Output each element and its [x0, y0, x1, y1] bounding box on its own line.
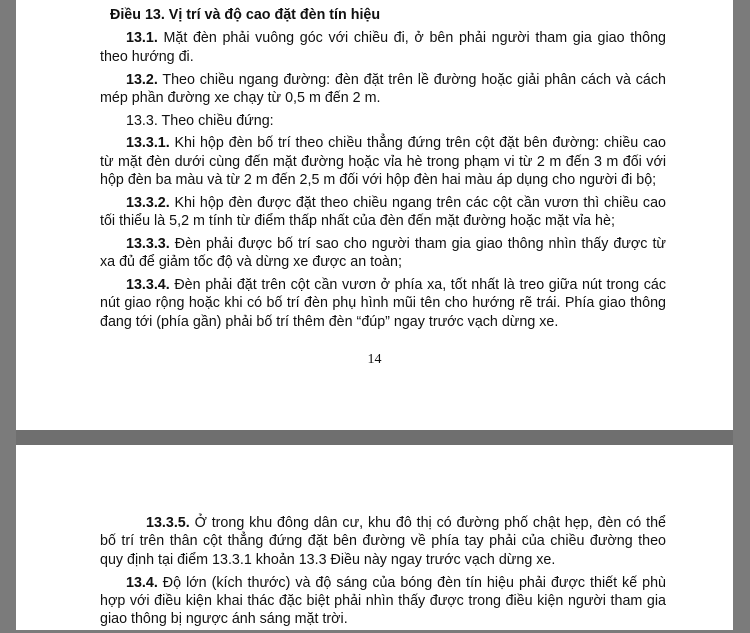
clause-text: 13.3. Theo chiều đứng: — [126, 112, 274, 129]
clause-text: Đèn phải được bố trí sao cho người tham gia giao thông nhìn thấy được từ xa đủ để giảm tốc độ và dừng xe được an toàn; — [100, 235, 666, 271]
document-page-14 — [16, 0, 733, 430]
page-gap — [16, 430, 733, 445]
paragraph-13-3-4 — [100, 276, 666, 331]
document-page-15 — [16, 445, 733, 630]
paragraph-13-2 — [100, 71, 666, 108]
clause-text: Độ lớn (kích thước) và độ sáng của bóng đèn tín hiệu phải được thiết kế phù hợp với điều kiện khai thác đặc biệt phải nhìn thấy được trong điều kiện người tham gia giao thông bị ngược ánh sáng mặt trời. — [100, 574, 666, 628]
article-title: Điều 13. Vị trí và độ cao đặt đèn tín hiệu — [110, 7, 381, 23]
paragraph-13-1 — [100, 29, 666, 66]
clause-text: Khi hộp đèn được đặt theo chiều ngang trên các cột cần vươn thì chiều cao tối thiểu là 5,2 m tính từ điểm thấp nhất của đèn đến mặt đường hoặc mặt vỉa hè; — [100, 194, 666, 230]
clause-number: 13.3.5. — [146, 515, 190, 531]
clause-number: 13.3.4. — [126, 277, 170, 294]
clause-number: 13.3.2. — [126, 194, 170, 211]
clause-text: Mặt đèn phải vuông góc với chiều đi, ở bên phải người tham gia giao thông theo hướng đi. — [100, 30, 666, 65]
paragraph-13-3-5 — [100, 514, 666, 569]
page-content — [100, 514, 666, 633]
paragraph-13-4 — [100, 574, 666, 629]
page-number: 14 — [367, 352, 382, 367]
clause-number: 13.1. — [126, 30, 158, 47]
paragraph-13-3-2 — [100, 194, 666, 231]
clause-number: 13.3.1. — [126, 135, 170, 152]
clause-text: Theo chiều ngang đường: đèn đặt trên lề đường hoặc giải phân cách và cách mép phần đường xe chạy từ 0,5 m đến 2 m. — [100, 71, 666, 106]
paragraph-13-3-1 — [100, 134, 666, 189]
clause-number: 13.2. — [126, 71, 158, 88]
clause-text: Khi hộp đèn bố trí theo chiều thẳng đứng trên cột đặt bên đường: chiều cao từ mặt đèn dưới cùng đến mặt đường hoặc vỉa hè trong phạm vi từ 2 m đến 3 m đối với hộp đèn ba màu và từ 2 m đến 2,5 m đối với hộp đèn hai màu áp dụng cho người đi bộ; — [100, 135, 666, 189]
clause-text: Đèn phải đặt trên cột cần vươn ở phía xa, tốt nhất là treo giữa nút trong các nút giao rộng hoặc khi có bố trí đèn phụ hình mũi tên cho hướng rẽ trái. Phía giao thông đang tới (phía gần) phải bố trí thêm đèn “đúp” ngay trước vạch dừng xe. — [100, 277, 666, 330]
clause-number: 13.3.3. — [126, 235, 170, 252]
paragraph-13-3-3 — [100, 235, 666, 272]
clause-text: Ở trong khu đông dân cư, khu đô thị có đường phố chật hẹp, đèn có thể bố trí trên thân cột thẳng đứng đặt bên đường về phía tay phải của chiều đường theo quy định tại điểm 13.3.1 khoản 13.3 Điều này ngay trước vạch dừng xe. — [100, 515, 666, 568]
paragraph-13-3 — [100, 112, 666, 130]
page-content — [100, 6, 666, 336]
clause-number: 13.4. — [126, 574, 158, 591]
